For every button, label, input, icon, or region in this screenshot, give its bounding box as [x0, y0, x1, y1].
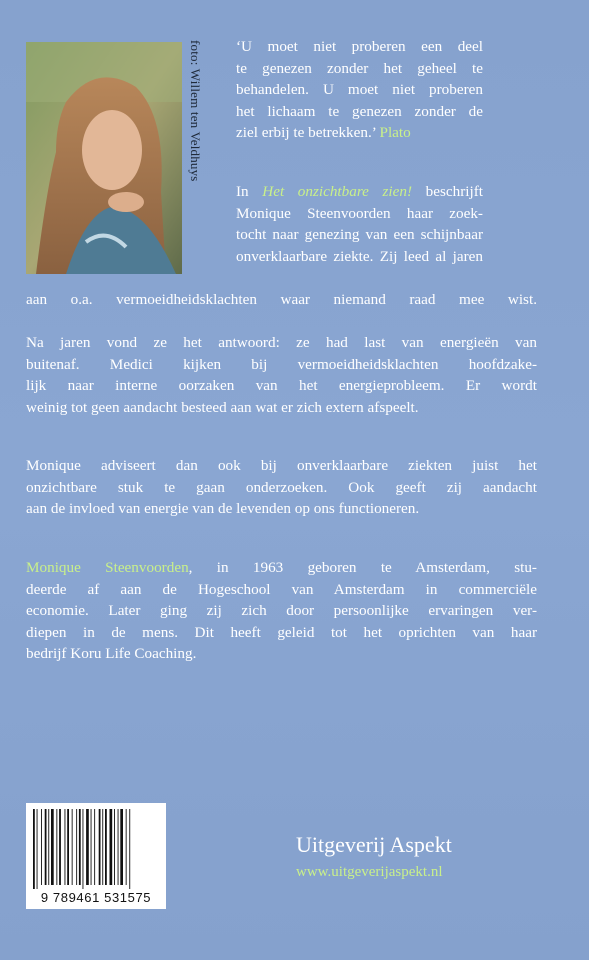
barcode-bar — [114, 809, 115, 885]
barcode-bar — [72, 809, 73, 885]
bio-line: deerde af aan de Hogeschool van Amsterdam in commerciële — [26, 580, 537, 598]
barcode-bar — [118, 809, 119, 885]
intro-line — [236, 181, 483, 203]
author-photo — [26, 42, 182, 274]
paragraph-energy — [26, 332, 537, 418]
barcode-bar — [105, 809, 107, 885]
body-line: onzichtbare stuk te gaan onderzoeken. Ook geeft zij aandacht — [26, 478, 537, 496]
plato-quote — [236, 36, 483, 144]
barcode-bar — [59, 809, 61, 885]
quote-author: Plato — [379, 124, 411, 141]
publisher-website[interactable]: www.uitgeverijaspekt.nl — [296, 864, 443, 880]
author-name: Monique Steenvoorden — [26, 559, 189, 576]
quote-line: het lichaam te genezen zonder de — [236, 102, 483, 120]
barcode-bars — [32, 809, 160, 889]
author-bio — [26, 557, 537, 665]
barcode-bar — [120, 809, 123, 885]
book-title: Het onzichtbare zien! — [262, 183, 413, 200]
barcode-bar — [94, 809, 95, 885]
bio-suffix: , in 1963 geboren te Amsterdam, stu- — [188, 559, 537, 576]
barcode-bar — [41, 809, 42, 885]
quote-line: behandelen. U moet niet proberen — [236, 81, 483, 98]
intro-paragraph — [236, 181, 483, 267]
barcode-bar — [76, 809, 77, 885]
quote-line-last — [236, 122, 483, 144]
barcode-bar — [48, 809, 49, 885]
isbn-barcode — [26, 803, 166, 909]
body-line: Monique adviseert dan ook bij onverklaarbare ziekten juist het — [26, 457, 537, 474]
quote-last-text: ziel erbij te betrekken.’ — [236, 124, 376, 141]
body-line: aan de invloed van energie van de levenden op ons functioneren. — [26, 500, 420, 517]
quote-line: te genezen zonder het geheel te — [236, 59, 483, 77]
barcode-bar — [102, 809, 103, 885]
body-line: Na jaren vond ze het antwoord: ze had last van energieën van — [26, 334, 537, 351]
intro-paragraph-end — [26, 289, 537, 311]
intro-line: Monique Steenvoorden haar zoek- — [236, 204, 483, 222]
body-line: lijk naar interne oorzaken van het energieprobleem. Er wordt — [26, 377, 537, 394]
isbn-number: 9 789461 531575 — [40, 890, 152, 905]
intro-suffix: beschrijft — [412, 183, 483, 200]
photo-credit: foto: Willem ten Veldhuys — [188, 40, 203, 182]
barcode-bar — [65, 809, 66, 885]
bio-line: diepen in de mens. Dit heeft geleid tot het oprichten van haar — [26, 623, 537, 641]
paragraph-advice — [26, 455, 537, 520]
body-line: buitenaf. Medici kijken bij vermoeidheidsklachten hoofdzake- — [26, 355, 537, 373]
intro-line: aan o.a. vermoeidheidsklachten waar niemand raad mee wist. — [26, 291, 537, 308]
barcode-bar — [99, 809, 101, 885]
barcode-bar — [79, 809, 81, 885]
barcode-bar — [45, 809, 47, 885]
intro-line: onverklaarbare ziekte. Zij leed al jaren — [236, 247, 483, 265]
barcode-bar — [51, 809, 54, 885]
barcode-bar — [83, 809, 84, 889]
barcode-bar — [33, 809, 35, 889]
body-line: weinig tot geen aandacht besteed aan wat er zich extern afspeelt. — [26, 398, 419, 416]
barcode-bar — [91, 809, 92, 885]
intro-line: tocht naar genezing van een schijnbaar — [236, 226, 483, 243]
barcode-bar — [37, 809, 38, 889]
barcode-bar — [129, 809, 130, 889]
publisher-name: Uitgeverij Aspekt — [296, 832, 452, 857]
bio-line: economie. Later ging zij zich door persoonlijke ervaringen ver- — [26, 602, 537, 619]
bio-line: bedrijf Koru Life Coaching. — [26, 645, 197, 662]
barcode-bar — [126, 809, 127, 885]
barcode-bar — [56, 809, 57, 885]
barcode-bar — [110, 809, 113, 885]
barcode-bar — [86, 809, 89, 885]
barcode-bar — [67, 809, 69, 885]
quote-line: ‘U moet niet proberen een deel — [236, 38, 483, 55]
bio-line — [26, 557, 537, 579]
intro-prefix: In — [236, 183, 263, 200]
